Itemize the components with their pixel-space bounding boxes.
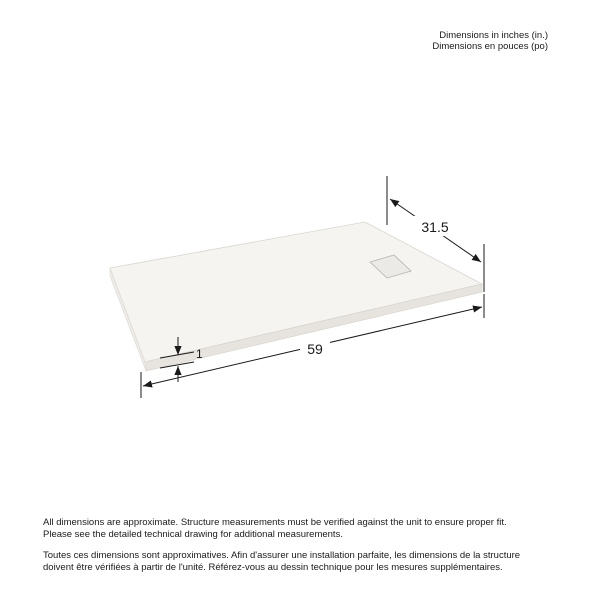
- disclaimer-english-line-2: Please see the detailed technical drawing for additional measurements.: [43, 528, 343, 540]
- shower-base-top: [110, 222, 482, 362]
- height-dimension-label: 1: [196, 347, 203, 361]
- length-dimension-label: 59: [307, 341, 323, 357]
- disclaimer-french-line-1: Toutes ces dimensions sont approximatives. Afin d'assurer une installation parfaite, les dimensions de la structure: [43, 550, 521, 561]
- disclaimer-spacer: [43, 540, 583, 550]
- disclaimer-french-line-2: doivent être vérifiées à partir de l'unité. Référez-vous au dessin technique pour les mesures supplémentaires.: [43, 561, 503, 573]
- units-note-french: Dimensions en pouces (po): [432, 41, 548, 52]
- depth-dimension-label: 31.5: [421, 219, 449, 235]
- disclaimer: [43, 517, 583, 573]
- disclaimer-english-line-1: All dimensions are approximate. Structure measurements must be verified against the unit to ensure proper fit.: [43, 517, 507, 528]
- units-note-english: Dimensions in inches (in.): [439, 30, 548, 41]
